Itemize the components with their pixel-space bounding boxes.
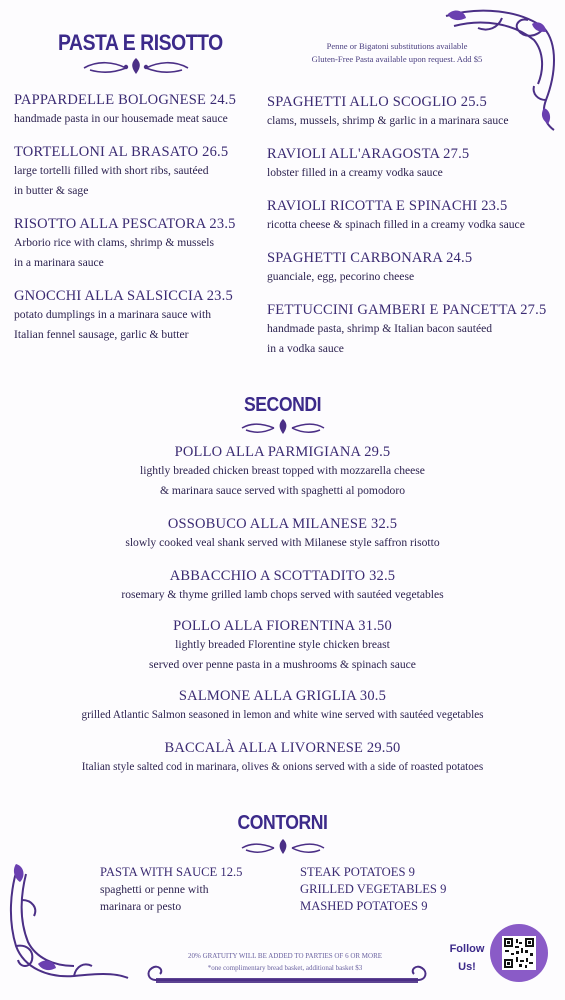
dish-description: rosemary & thyme grilled lamb chops served with sautéed vegetables (121, 588, 444, 601)
pasta-substitution-notes (288, 40, 506, 66)
secondi-title-divider-ornament (238, 418, 328, 436)
dish-name: SPAGHETTI ALLO SCOGLIO 25.5 (267, 94, 487, 110)
dish-name: BACCALÀ ALLA LIVORNESE 29.50 (164, 740, 401, 756)
dish-name: FETTUCCINI GAMBERI E PANCETTA 27.5 (267, 302, 547, 318)
side-name: STEAK POTATOES 9 (300, 865, 415, 879)
dish-description: in a vodka sauce (267, 342, 344, 355)
qr-code-badge[interactable] (490, 924, 548, 982)
dish-description: handmade pasta in our housemade meat sauce (14, 112, 228, 125)
dish-name: POLLO ALLA PARMIGIANA 29.5 (174, 444, 391, 460)
dish-description: clams, mussels, shrimp & garlic in a marinara sauce (267, 114, 509, 127)
dish-name: POLLO ALLA FIORENTINA 31.50 (173, 618, 392, 634)
side-name: PASTA WITH SAUCE 12.5 (100, 865, 243, 879)
dish-description: & marinara sauce served with spaghetti al pomodoro (159, 484, 405, 497)
dish-item (267, 198, 525, 235)
contorni-section-title: CONTORNI (237, 812, 328, 834)
dish-item (267, 94, 508, 131)
side-description: marinara or pesto (100, 900, 182, 913)
gratuity-note: 20% GRATUITY WILL BE ADDED TO PARTIES OF 6 OR MORE (187, 952, 383, 960)
dish-name: RAVIOLI ALL'ARAGOSTA 27.5 (267, 146, 470, 162)
dish-description: in butter & sage (14, 184, 89, 197)
dish-item (0, 568, 565, 605)
side-items-list (300, 864, 446, 915)
dish-item (0, 688, 565, 725)
dish-item (0, 740, 565, 777)
dish-description: in a marinara sauce (14, 256, 104, 269)
dish-description: Italian fennel sausage, garlic & butter (14, 328, 189, 341)
dish-name: OSSOBUCO ALLA MILANESE 32.5 (167, 516, 398, 532)
dish-item (0, 516, 565, 553)
dish-name: ABBACCHIO A SCOTTADITO 32.5 (169, 568, 396, 584)
dish-description: potato dumplings in a marinara sauce with (14, 308, 212, 321)
pasta-section-title: PASTA E RISOTTO (58, 30, 223, 55)
dish-description: guanciale, egg, pecorino cheese (267, 270, 415, 283)
dish-item (267, 302, 546, 359)
dish-description: lightly breaded chicken breast topped with mozzarella cheese (140, 464, 425, 477)
dish-description: lightly breaded Florentine style chicken breast (175, 638, 390, 651)
dish-description: Italian style salted cod in marinara, olives & onions served with a side of roasted potatoes (81, 761, 484, 773)
dish-name: SPAGHETTI CARBONARA 24.5 (267, 250, 473, 266)
footer-scroll-border (142, 960, 432, 988)
dish-description: lobster filled in a creamy vodka sauce (267, 166, 443, 179)
us-text: Us! (458, 961, 476, 973)
dish-name: TORTELLONI AL BRASATO 26.5 (14, 144, 229, 160)
dish-description: served over penne pasta in a mushrooms & spinach sauce (149, 658, 416, 671)
dish-item (14, 216, 236, 273)
dish-description: handmade pasta, shrimp & Italian bacon sautéed (267, 322, 493, 335)
dish-description: slowly cooked veal shank served with Milanese style saffron risotto (125, 536, 440, 549)
dish-description: ricotta cheese & spinach filled in a creamy vodka sauce (267, 218, 525, 231)
secondi-section-title: SECONDI (243, 394, 322, 416)
dish-name: RAVIOLI RICOTTA E SPINACHI 23.5 (267, 198, 508, 214)
dish-name: RISOTTO ALLA PESCATORA 23.5 (14, 216, 236, 232)
dish-item (0, 618, 565, 675)
side-item-pasta-with-sauce (100, 864, 242, 915)
bread-basket-note: *one complimentary bread basket, additional basket $3 (207, 964, 363, 972)
dish-description: large tortelli filled with short ribs, sautéed (14, 164, 209, 177)
dish-item (14, 144, 228, 201)
dish-item (14, 92, 236, 129)
dish-item (14, 288, 233, 345)
dish-name: GNOCCHI ALLA SALSICCIA 23.5 (14, 288, 233, 304)
dish-name: SALMONE ALLA GRIGLIA 30.5 (178, 688, 387, 704)
qr-code-icon (502, 936, 536, 970)
dish-description: Arborio rice with clams, shrimp & mussels (14, 236, 214, 249)
dish-description: grilled Atlantic Salmon seasoned in lemon and white wine served with sautéed vegetables (81, 709, 484, 721)
dish-item (0, 444, 565, 501)
pasta-title-divider-ornament (80, 56, 192, 76)
dish-item (267, 146, 469, 183)
side-name: GRILLED VEGETABLES 9 (300, 882, 447, 896)
pasta-note-line: Gluten-Free Pasta available upon request. Add $5 (311, 54, 483, 64)
side-description: spaghetti or penne with (100, 883, 209, 896)
pasta-note-line: Penne or Bigatoni substitutions available (326, 41, 468, 51)
contorni-title-divider-ornament (238, 838, 328, 856)
side-name: MASHED POTATOES 9 (300, 899, 428, 913)
dish-name: PAPPARDELLE BOLOGNESE 24.5 (14, 92, 237, 108)
follow-text: Follow (449, 943, 485, 955)
follow-us-label (446, 940, 488, 976)
dish-item (267, 250, 472, 287)
